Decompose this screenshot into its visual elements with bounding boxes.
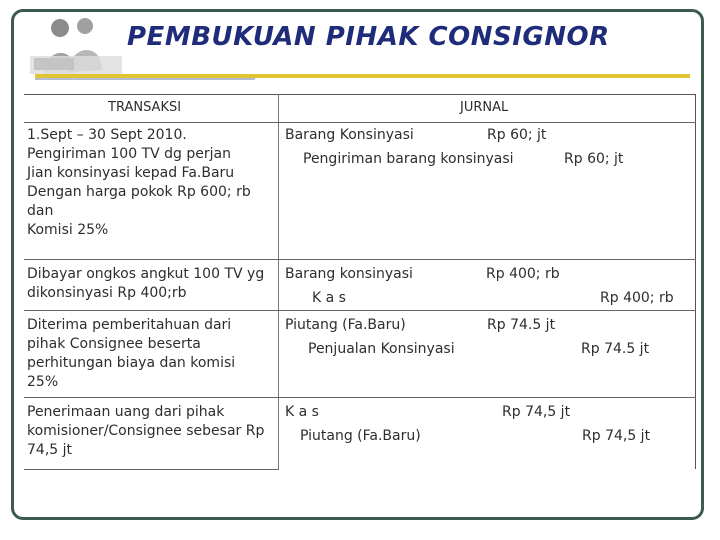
credit-account: Piutang (Fa.Baru) xyxy=(300,428,421,444)
page-title: PEMBUKUAN PIHAK CONSIGNOR xyxy=(127,22,610,52)
column-divider xyxy=(278,94,279,469)
transaction-text: Diterima pemberitahuan dari pihak Consignee beserta perhitungan biaya dan komisi 25% xyxy=(27,317,236,390)
credit-amount: Rp 74.5 jt xyxy=(581,341,650,357)
people-logo-icon xyxy=(30,14,125,76)
credit-account: K a s xyxy=(312,290,346,306)
credit-amount: Rp 400; rb xyxy=(600,290,674,306)
debit-amount: Rp 60; jt xyxy=(487,127,547,143)
transaction-text: Penerimaan uang dari pihak komisioner/Consignee sebesar Rp 74,5 jt xyxy=(27,404,265,458)
credit-account: Penjualan Konsinyasi xyxy=(308,341,455,357)
credit-account: Pengiriman barang konsinyasi xyxy=(303,151,514,167)
header-transaksi: TRANSAKSI xyxy=(108,100,182,115)
header-divider xyxy=(24,122,696,123)
debit-amount: Rp 400; rb xyxy=(486,266,560,282)
row-divider xyxy=(24,310,696,311)
row-divider xyxy=(24,259,696,260)
transaction-text: 1.Sept – 30 Sept 2010. Pengiriman 100 TV dg perjan Jian konsinyasi kepad Fa.Baru Dengan harga pokok Rp 600; rb dan Komisi 25% xyxy=(27,127,251,238)
title-underline-shadow xyxy=(35,78,255,80)
debit-account: Piutang (Fa.Baru) xyxy=(285,317,406,333)
debit-amount: Rp 74.5 jt xyxy=(487,317,556,333)
debit-account: Barang konsinyasi xyxy=(285,266,413,282)
debit-account: Barang Konsinyasi xyxy=(285,127,414,143)
credit-amount: Rp 74,5 jt xyxy=(582,428,651,444)
debit-account: K a s xyxy=(285,404,319,420)
transaction-text: Dibayar ongkos angkut 100 TV yg dikonsinyasi Rp 400;rb xyxy=(27,266,265,301)
row-divider xyxy=(24,469,279,470)
debit-amount: Rp 74,5 jt xyxy=(502,404,571,420)
row-divider xyxy=(24,397,696,398)
credit-amount: Rp 60; jt xyxy=(564,151,624,167)
header-jurnal: JURNAL xyxy=(460,100,509,115)
